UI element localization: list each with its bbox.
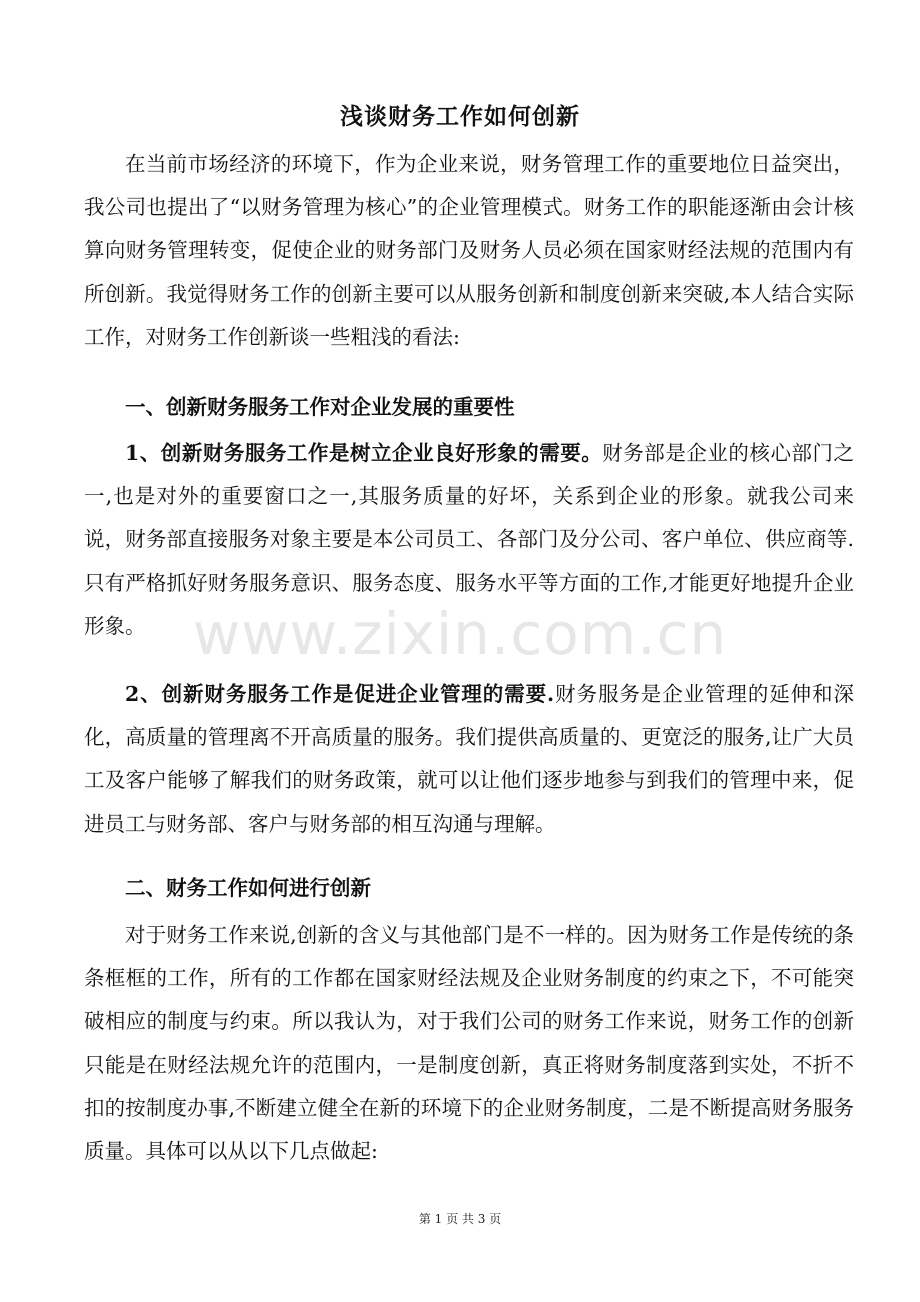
section2-heading-text: 二、财务工作如何进行创新 <box>125 876 371 900</box>
point1-text <box>84 432 854 648</box>
section2-paragraph <box>84 914 854 1173</box>
point1-paragraph <box>84 432 854 648</box>
watermark: www.zixin.com.cn <box>192 600 728 668</box>
point2-body: 财务服务是企业管理的延伸和深化，高质量的管理离不开高质量的服务。我们提供高质量的、更宽泛的服务,让广大员工及客户能够了解我们的财务政策，就可以让他们逐步地参与到我们的管理中来，促进员工与财务部、客户与财务部的相互沟通与理解。 <box>84 682 855 836</box>
point2-text <box>84 673 854 846</box>
point1-body: 财务部是企业的核心部门之一,也是对外的重要窗口之一,其服务质量的好坏，关系到企业的形象。就我公司来说，财务部直接服务对象主要是本公司员工、各部门及分公司、客户单位、供应商等.只有严格抓好财务服务意识、服务态度、服务水平等方面的工作,才能更好地提升企业形象。 <box>84 441 855 638</box>
point1-bold-lead: 1、创新财务服务工作是树立企业良好形象的需要。 <box>125 441 603 465</box>
section2-text: 对于财务工作来说,创新的含义与其他部门是不一样的。因为财务工作是传统的条条框框的工作，所有的工作都在国家财经法规及企业财务制度的约束之下，不可能突破相应的制度与约束。所以我认为，对于我们公司的财务工作来说，财务工作的创新只能是在财经法规允许的范围内，一是制度创新，真正将财务制度落到实处，不折不扣的按制度办事,不断建立健全在新的环境下的企业财务制度，二是不断提高财务服务质量。具体可以从以下几点做起: <box>84 923 854 1164</box>
point2-paragraph <box>84 673 854 846</box>
document-title: 浅谈财务工作如何创新 <box>340 103 580 130</box>
section1-heading-text: 一、创新财务服务工作对企业发展的重要性 <box>125 395 515 419</box>
intro-paragraph <box>84 143 854 359</box>
page-footer: 第 1 页 共 3 页 <box>418 1212 502 1226</box>
intro-text: 在当前市场经济的环境下，作为企业来说，财务管理工作的重要地位日益突出，我公司也提出了“以财务管理为核心”的企业管理模式。财务工作的职能逐渐由会计核算向财务管理转变，促使企业的财务部门及财务人员必须在国家财经法规的范围内有所创新。我觉得财务工作的创新主要可以从服务创新和制度创新来突破,本人结合实际工作，对财务工作创新谈一些粗浅的看法: <box>84 152 854 349</box>
point2-bold-lead: 2、创新财务服务工作是促进企业管理的需要. <box>125 682 555 706</box>
section1-heading <box>84 386 854 429</box>
section2-heading <box>84 867 854 910</box>
